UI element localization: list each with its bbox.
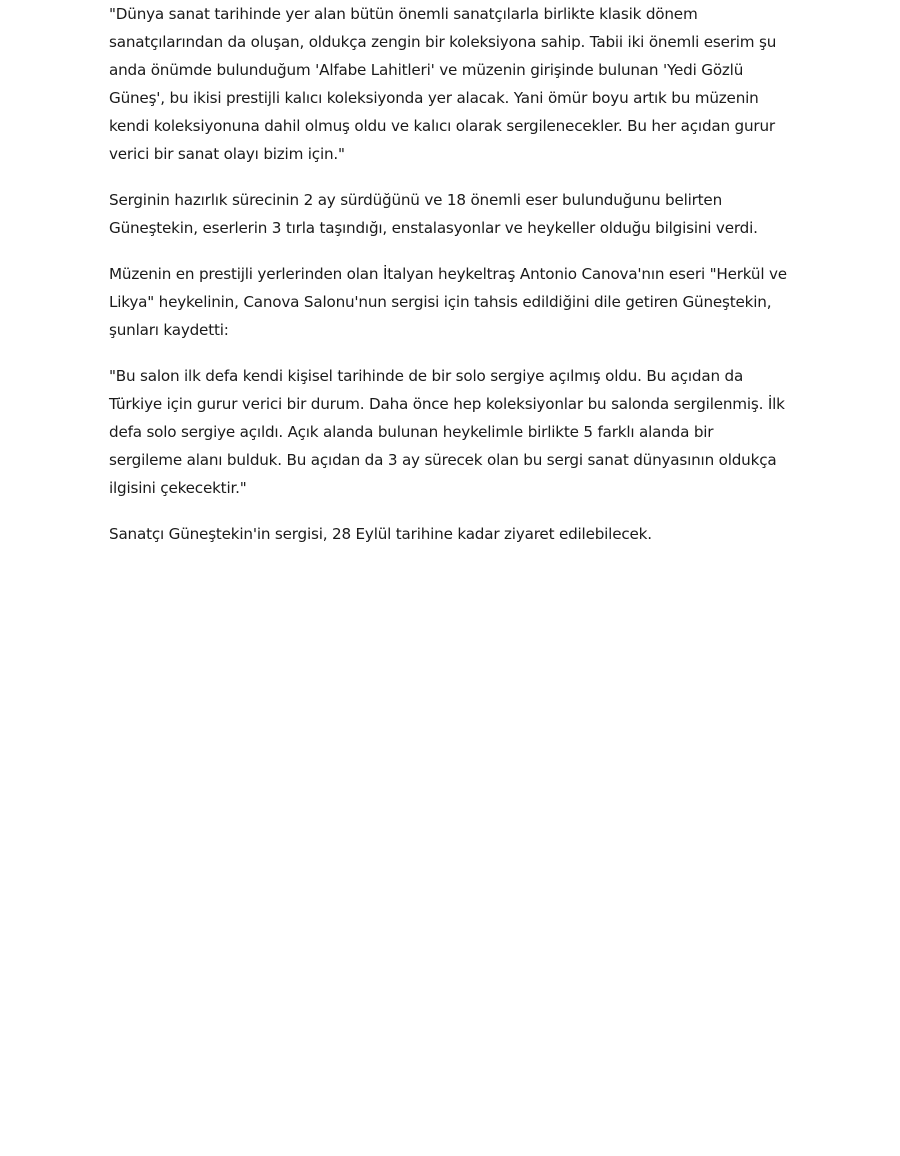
paragraph-quote-collection: "Dünya sanat tarihinde yer alan bütün önemli sanatçılarla birlikte klasik dönem sanatçılarından da oluşan, oldukça zengin bir koleksiyona sahip. Tabii iki önemli eserim şu anda önümde bulunduğum 'Alfabe Lahitleri' ve müzenin girişinde bulunan 'Yedi Gözlü Güneş', bu ikisi prestijli kalıcı koleksiyonda yer alacak. Yani ömür boyu artık bu müzenin kendi koleksiyonuna dahil olmuş oldu ve kalıcı olarak sergilenecekler. Bu her açıdan gurur verici bir sanat olayı bizim için." bbox=[109, 5, 777, 163]
paragraph-canova-salon: Müzenin en prestijli yerlerinden olan İtalyan heykeltraş Antonio Canova'nın eseri "Herkül ve Likya" heykelinin, Canova Salonu'nun sergisi için tahsis edildiğini dile getiren Güneştekin, şunları kaydetti: bbox=[109, 265, 787, 339]
paragraph-quote-solo-exhibition: "Bu salon ilk defa kendi kişisel tarihinde de bir solo sergiye açılmış oldu. Bu açıdan da Türkiye için gurur verici bir durum. Daha önce hep koleksiyonlar bu salonda sergilenmiş. İlk defa solo sergiye açıldı. Açık alanda bulunan heykelimle birlikte 5 farklı alanda bir sergileme alanı bulduk. Bu açıdan da 3 ay sürecek olan bu sergi sanat dünyasının oldukça ilgisini çekecektir." bbox=[109, 367, 785, 497]
paragraph-exhibition-dates: Sanatçı Güneştekin'in sergisi, 28 Eylül tarihine kadar ziyaret edilebilecek. bbox=[109, 525, 652, 543]
article-body bbox=[109, 0, 789, 566]
paragraph-preparation: Serginin hazırlık sürecinin 2 ay sürdüğünü ve 18 önemli eser bulunduğunu belirten Güneştekin, eserlerin 3 tırla taşındığı, enstalasyonlar ve heykeller olduğu bilgisini verdi. bbox=[109, 191, 758, 237]
